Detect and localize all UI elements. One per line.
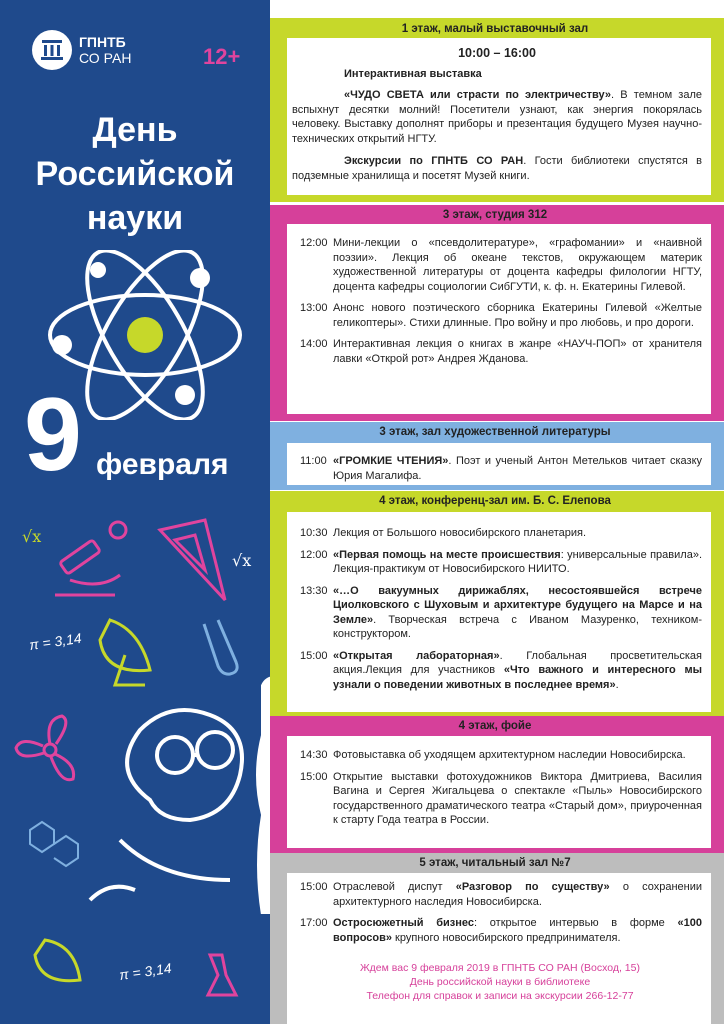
- event-name: «Первая помощь на месте происшествия: [333, 548, 561, 561]
- section-2-content: [300, 236, 702, 373]
- triangle-ruler-icon: [160, 520, 225, 600]
- item-text: Анонс нового поэтического сборника Екатерины Гилевой «Желтые геликоптеры». Стихи длинные. Про войну и про любовь, и про дороги.: [333, 302, 702, 329]
- section-2-header: 3 этаж, студия 312: [442, 209, 548, 221]
- section-1-p1: Интерактивная выставка: [344, 67, 482, 80]
- item-end: .: [615, 678, 619, 691]
- item-text: Лекция от Большого новосибирского планетария.: [333, 527, 587, 539]
- item-time: 14:30: [300, 749, 328, 761]
- item-time: 15:00: [300, 881, 328, 893]
- test-tube-icon: [204, 620, 237, 674]
- item-text: . Поэт и ученый Антон Метельков читает сказку Юрия Магалифа.: [333, 455, 703, 482]
- section-2-item: [300, 236, 702, 294]
- event-name: «ГРОМКИЕ ЧТЕНИЯ»: [333, 455, 449, 467]
- science-doodles: [0, 500, 270, 1024]
- left-panel: [0, 0, 270, 1024]
- section-1-time: 10:00 – 16:00: [458, 46, 536, 60]
- section-1-content: [292, 46, 702, 190]
- section-3-content: [300, 454, 702, 490]
- footer-line-2: День российской науки в библиотеке: [409, 976, 591, 988]
- item-time: 13:00: [300, 302, 328, 314]
- date-day: 9: [24, 377, 82, 493]
- footer-info: [300, 961, 700, 1003]
- item-text: . Глобальная просветительская акция.Лекция для участников: [333, 649, 702, 676]
- microscope-icon: [55, 522, 126, 595]
- date-month: февраля: [96, 448, 229, 481]
- sqrt-doodle-left: √x: [22, 527, 42, 546]
- item-time: 17:00: [300, 917, 328, 929]
- scientist-cartoon: [90, 710, 242, 900]
- section-5-content: [300, 748, 702, 835]
- columns-icon: [32, 30, 72, 70]
- library-logo: [32, 30, 131, 70]
- section-2-item: [300, 301, 702, 330]
- section-1-tour-name: Экскурсии по ГПНТБ СО РАН: [344, 155, 524, 167]
- item-text: Мини-лекции о «псевдолитературе», «графомании» и «наивной поэзии». Лекция об океане текстов, окружающем материк художественной литературы от доцента кафедры филологии НГТУ, доцента кафедры социологии СибГУТИ, к. ф. н. Екатерины Гилевой.: [333, 237, 702, 293]
- section-4-header: 4 этаж, конференц-зал им. Б. С. Елепова: [379, 495, 611, 507]
- item-text: о сохранении архитектурного наследия Новосибирска.: [333, 881, 702, 908]
- logo-name: ГПНТБ: [79, 34, 126, 50]
- event-name: Остросюжетный бизнес: [333, 917, 475, 929]
- section-5-header: 4 этаж, фойе: [458, 720, 532, 732]
- fan-icon: [16, 716, 74, 780]
- item-text: Фотовыставка об уходящем архитектурном наследии Новосибирска.: [333, 749, 686, 761]
- logo-sub: СО РАН: [79, 50, 132, 66]
- event-name-2: «100 вопросов»: [333, 917, 702, 944]
- item-time: 10:30: [300, 527, 328, 539]
- item-time: 12:00: [300, 548, 328, 561]
- age-rating: 12+: [203, 44, 241, 69]
- section-6-header: 5 этаж, читальный зал №7: [419, 857, 571, 869]
- item-text-a: : открытое интервью в форме: [474, 917, 678, 929]
- molecule-icon: [30, 822, 78, 866]
- pi-formula-1: π = 3,14: [28, 629, 83, 653]
- section-1-header: 1 этаж, малый выставочный зал: [401, 23, 589, 35]
- satellite-dish-icon-2: [35, 940, 80, 981]
- section-1-exhibit-name: «ЧУДО СВЕТА или страсти по электричеству»: [344, 89, 612, 101]
- item-text: крупного новосибирского предпринимателя.: [392, 931, 621, 944]
- sqrt-doodle-right: √x: [232, 551, 252, 570]
- section-1-exhibit-text: . В темном зале вспыхнут десятки молний! Посетители узнают, как энергия покорялась человеку. Выставку дополнят приборы и презентация будущего Музея научно-технических открытий НГТУ.: [292, 89, 702, 145]
- section-3-header: 3 этаж, зал художественной литературы: [379, 426, 611, 438]
- event-name: «…О вакуумных дирижаблях, несостоявшейся встрече Циолковского с Шуховым и архитектуре будущего на Марсе и на Земле»: [333, 584, 702, 626]
- event-name: «Открытая лабораторная»: [333, 649, 500, 662]
- flask-icon: [208, 955, 236, 995]
- section-4-content: [300, 526, 702, 699]
- item-text: : универсальные правила». Лекция-практикум от Новосибирского НИИТО.: [333, 548, 702, 575]
- satellite-dish-icon: [100, 620, 150, 685]
- event-name: «Разговор по существу»: [455, 881, 610, 893]
- pi-formula-2: π = 3,14: [118, 959, 173, 983]
- item-time: 14:00: [300, 338, 328, 350]
- section-6-content: [300, 880, 702, 952]
- item-time: 15:00: [300, 770, 328, 783]
- item-text: Интерактивная лекция о книгах в жанре «НАУЧ-ПОП» от хранителя лавки «Открой рот» Андрея Жданова.: [333, 338, 702, 365]
- section-1-tour-text: . Гости библиотеки спустятся в подземные хранилища и посетят Музей книги.: [292, 155, 702, 182]
- item-text-a: Отраслевой диспут: [333, 881, 456, 893]
- item-time: 13:30: [300, 584, 328, 597]
- item-time: 11:00: [300, 455, 327, 467]
- section-2-item: [300, 337, 702, 366]
- title-line-3: науки: [86, 199, 184, 237]
- event-name-2: «Что важного и интересного мы узнали о поведении животных в последнее время»: [333, 664, 703, 691]
- item-time: 12:00: [300, 237, 328, 249]
- title-line-1: День: [92, 111, 178, 149]
- footer-phone: Телефон для справок и записи на экскурсии 266-12-77: [366, 990, 634, 1002]
- item-text: Открытие выставки фотохудожников Виктора Дмитриева, Василия Вагина и Сергея Жигальцева о спектакле «Пыль» Новосибирского государственного драматического театра «Старый дом», приуроченная к старту Года театра в России.: [333, 770, 702, 826]
- event-title: [0, 108, 270, 240]
- title-line-2: Российской: [35, 155, 235, 193]
- item-time: 15:00: [300, 649, 328, 662]
- footer-line-1: Ждем вас 9 февраля 2019 в ГПНТБ СО РАН (Восход, 15): [359, 962, 640, 974]
- item-text: . Творческая встреча с Иваном Мазуренко, техником-конструктором.: [333, 613, 702, 640]
